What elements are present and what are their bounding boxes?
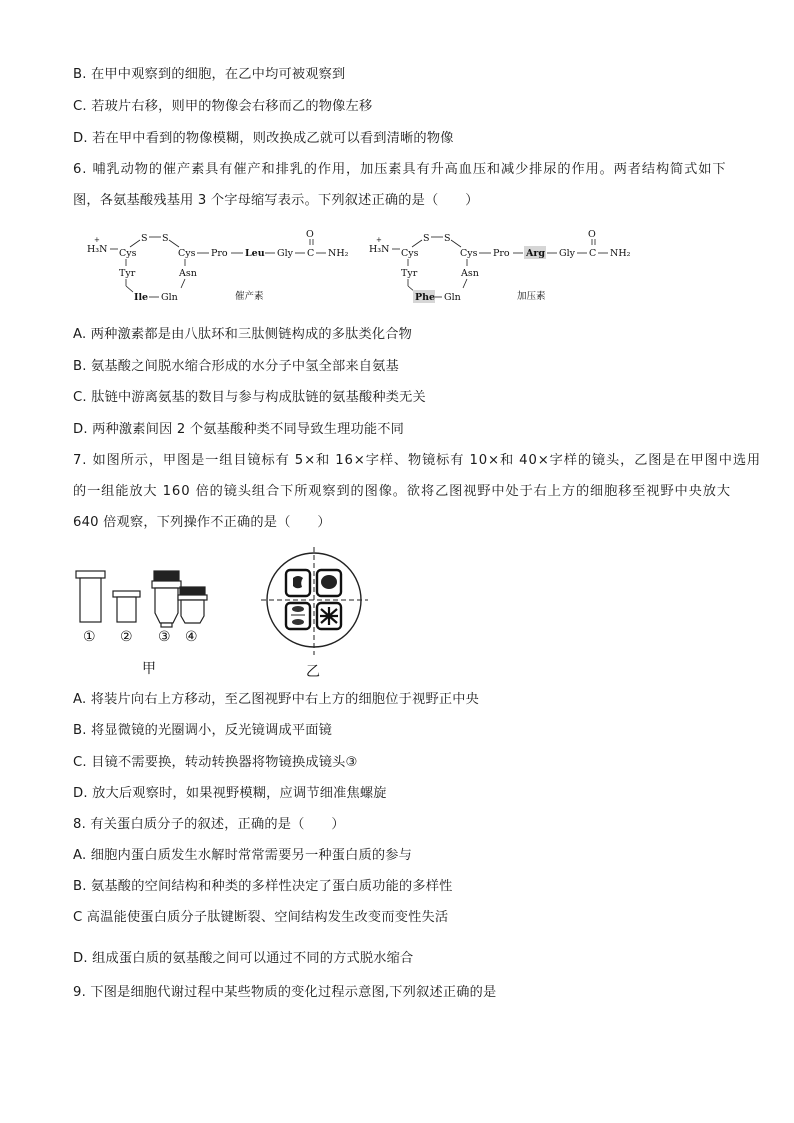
vasopressin-cys-1: Cys bbox=[401, 248, 419, 259]
q7-stem-line2: 的一组能放大 160 倍的镜头组合下所观察到的图像。欲将乙图视野中处于右上方的细胞移至视野中央放大 bbox=[73, 484, 731, 499]
q7-option-c: C. 目镜不需要换，转动转换器将物镜换成镜头③ bbox=[73, 755, 358, 770]
vasopressin-plus: + bbox=[376, 236, 382, 244]
oxytocin-gln: Gln bbox=[161, 292, 178, 303]
vasopressin-gln: Gln bbox=[444, 292, 461, 303]
lens-3-icon bbox=[152, 571, 181, 627]
lens-label-4: ④ bbox=[185, 629, 198, 645]
oxytocin-asn: Asn bbox=[179, 268, 197, 279]
q9-stem: 9. 下图是细胞代谢过程中某些物质的变化过程示意图,下列叙述正确的是 bbox=[73, 985, 497, 1000]
q6-option-c: C. 肽链中游离氨基的数目与参与构成肽链的氨基酸种类无关 bbox=[73, 390, 426, 405]
vasopressin-gly: Gly bbox=[559, 248, 575, 259]
cell-top-right-icon bbox=[317, 570, 341, 596]
q7-option-a: A. 将装片向右上方移动，至乙图视野中右上方的细胞位于视野正中央 bbox=[73, 692, 480, 707]
q8-option-a: A. 细胞内蛋白质发生水解时常常需要另一种蛋白质的参与 bbox=[73, 848, 413, 863]
q8-option-b: B. 氨基酸的空间结构和种类的多样性决定了蛋白质功能的多样性 bbox=[73, 879, 453, 894]
vasopressin-structure bbox=[369, 229, 631, 303]
q5-option-c: C. 若玻片右移，则甲的物像会右移而乙的物像左移 bbox=[73, 99, 373, 114]
q6-option-b: B. 氨基酸之间脱水缩合形成的水分子中氢全部来自氨基 bbox=[73, 359, 399, 374]
q5-option-b: B. 在甲中观察到的细胞，在乙中均可被观察到 bbox=[73, 67, 346, 82]
vasopressin-phe: Phe bbox=[415, 292, 436, 303]
oxytocin-leu: Leu bbox=[245, 248, 265, 259]
q8-option-d: D. 组成蛋白质的氨基酸之间可以通过不同的方式脱水缩合 bbox=[73, 951, 414, 966]
vasopressin-c: C bbox=[589, 248, 597, 259]
lens-label-1: ① bbox=[83, 629, 96, 645]
vasopressin-s-2: S bbox=[444, 233, 451, 244]
oxytocin-o: O bbox=[306, 229, 314, 240]
q7-stem-line1: 7. 如图所示，甲图是一组目镜标有 5×和 16×字样、物镜标有 10×和 40×字样的镜头，乙图是在甲图中选用 bbox=[73, 453, 761, 468]
oxytocin-h3n: H₃N bbox=[87, 244, 108, 255]
vasopressin-o: O bbox=[588, 229, 596, 240]
q6-stem-line2: 图，各氨基酸残基用 3 个字母缩写表示。下列叙述正确的是（ ） bbox=[73, 193, 479, 208]
vasopressin-s-1: S bbox=[423, 233, 430, 244]
q7-figure bbox=[70, 543, 390, 683]
oxytocin-nh2: NH₂ bbox=[328, 248, 349, 259]
oxytocin-pro: Pro bbox=[211, 248, 228, 259]
lens-label-3: ③ bbox=[158, 629, 171, 645]
vasopressin-h3n: H₃N bbox=[369, 244, 390, 255]
oxytocin-cys-1: Cys bbox=[119, 248, 137, 259]
q6-option-a: A. 两种激素都是由八肽环和三肽侧链构成的多肽类化合物 bbox=[73, 327, 413, 342]
oxytocin-plus: + bbox=[94, 236, 100, 244]
oxytocin-caption: 催产素 bbox=[235, 291, 264, 302]
q8-stem: 8. 有关蛋白质分子的叙述，正确的是（ ） bbox=[73, 817, 345, 832]
cell-bottom-right-icon bbox=[317, 603, 341, 629]
oxytocin-cys-2: Cys bbox=[178, 248, 196, 259]
q6-hormone-structures bbox=[85, 228, 645, 308]
lens-2-icon bbox=[113, 591, 140, 622]
vasopressin-tyr: Tyr bbox=[401, 268, 418, 279]
lens-label-2: ② bbox=[120, 629, 133, 645]
lens-set-jia bbox=[76, 571, 207, 627]
q7-option-d: D. 放大后观察时，如果视野模糊，应调节细准焦螺旋 bbox=[73, 786, 387, 801]
vasopressin-arg: Arg bbox=[526, 248, 546, 259]
oxytocin-ile: Ile bbox=[134, 292, 149, 303]
lens-1-icon bbox=[76, 571, 105, 622]
oxytocin-c: C bbox=[307, 248, 315, 259]
cell-bottom-left-icon bbox=[286, 603, 310, 629]
caption-yi: 乙 bbox=[306, 664, 320, 680]
oxytocin-s-2: S bbox=[162, 233, 169, 244]
q8-option-c: C 高温能使蛋白质分子肽键断裂、空间结构发生改变而变性失活 bbox=[73, 910, 449, 925]
oxytocin-s-1: S bbox=[141, 233, 148, 244]
oxytocin-tyr: Tyr bbox=[119, 268, 136, 279]
q5-option-d: D. 若在甲中看到的物像模糊，则改换成乙就可以看到清晰的物像 bbox=[73, 131, 454, 146]
field-of-view-yi bbox=[261, 547, 368, 655]
vasopressin-cys-2: Cys bbox=[460, 248, 478, 259]
oxytocin-gly: Gly bbox=[277, 248, 293, 259]
cell-top-left-icon bbox=[286, 570, 310, 596]
lens-4-icon bbox=[178, 587, 207, 623]
q6-stem-line1: 6. 哺乳动物的催产素具有催产和排乳的作用，加压素具有升高血压和减少排尿的作用。两者结构简式如下 bbox=[73, 162, 727, 177]
q6-option-d: D. 两种激素间因 2 个氨基酸种类不同导致生理功能不同 bbox=[73, 422, 405, 437]
caption-jia: 甲 bbox=[142, 661, 156, 677]
vasopressin-pro: Pro bbox=[493, 248, 510, 259]
vasopressin-nh2: NH₂ bbox=[610, 248, 631, 259]
q7-option-b: B. 将显微镜的光圈调小，反光镜调成平面镜 bbox=[73, 723, 333, 738]
vasopressin-asn: Asn bbox=[461, 268, 479, 279]
q7-stem-line3: 640 倍观察，下列操作不正确的是（ ） bbox=[73, 515, 331, 530]
vasopressin-caption: 加压素 bbox=[517, 291, 546, 302]
oxytocin-structure bbox=[87, 229, 349, 303]
